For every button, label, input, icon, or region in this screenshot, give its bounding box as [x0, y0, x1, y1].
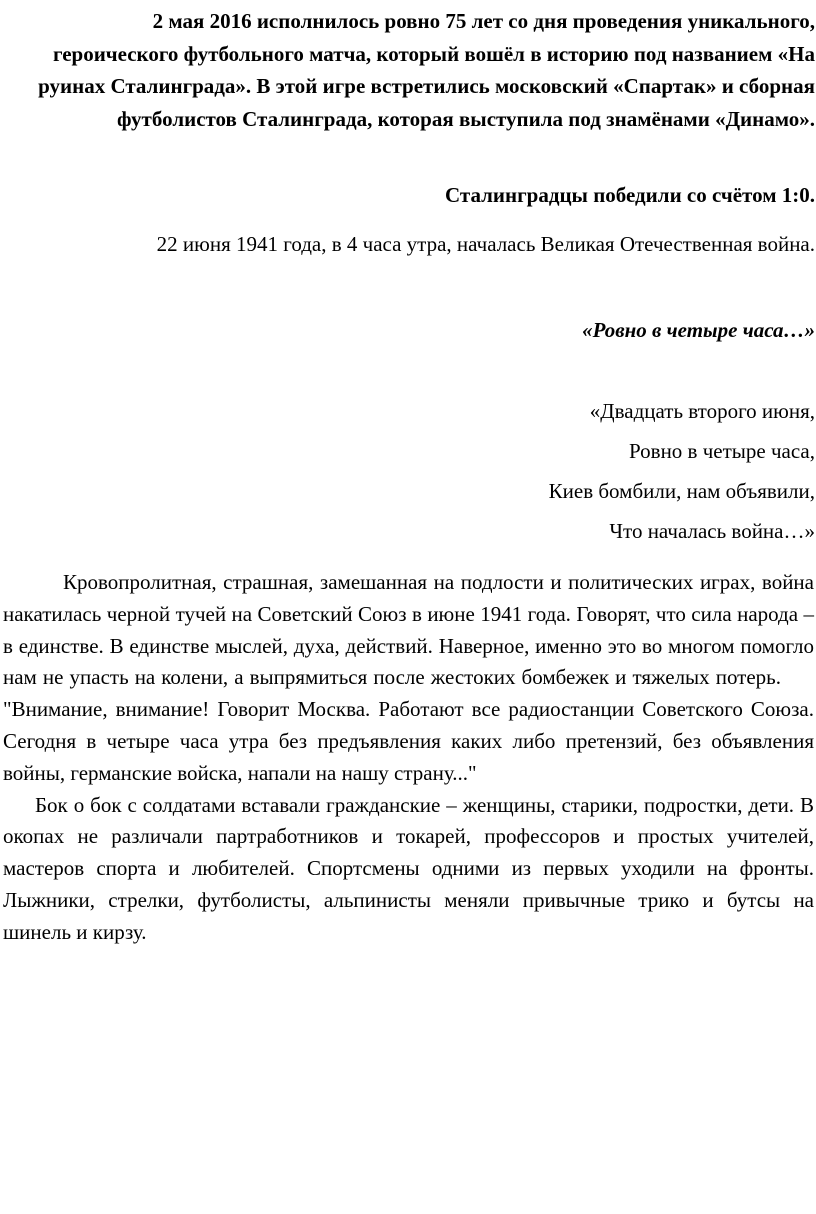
- poem-line: Что началась война…»: [609, 519, 815, 543]
- radio-announcement-text: "Внимание, внимание! Говорит Москва. Работают все радиостанции Советского Союза. Сегодня в четыре часа утра без предъявления каких либо претензий, без объявления войны, германские войска, напали на нашу страну...": [3, 697, 814, 785]
- poem-line: «Двадцать второго июня,: [589, 399, 815, 423]
- poem-line: Ровно в четыре часа,: [629, 439, 815, 463]
- body-paragraph-war: [3, 567, 814, 790]
- body-paragraph-civilians-text: Бок о бок с солдатами вставали гражданские – женщины, старики, подростки, дети. В окопах не различали партработников и токарей, профессоров и простых учителей, мастеров спорта и любителей. Спортсмены одними из первых уходили на фронты. Лыжники, стрелки, футболисты, альпинисты меняли привычные трико и бутсы на шинель и кирзу.: [3, 792, 814, 944]
- body-text: [3, 567, 814, 949]
- match-score-line: Сталинградцы победили со счётом 1:0.: [444, 183, 815, 207]
- body-paragraph-civilians: [3, 790, 814, 949]
- section-subtitle: «Ровно в четыре часа…»: [582, 318, 815, 342]
- poem-quote: [28, 397, 815, 557]
- poem-line: Киев бомбили, нам объявили,: [548, 479, 815, 503]
- war-start-line: 22 июня 1941 года, в 4 часа утра, началась Великая Отечественная война.: [156, 232, 815, 256]
- intro-paragraph: 2 мая 2016 исполнилось ровно 75 лет со дня проведения уникального, героического футбольного матча, который вошёл в историю под названием «На руинах Сталинграда». В этой игре встретились московский «Спартак» и сборная футболистов Сталинграда, которая выступила под знамёнами «Динамо».: [38, 9, 815, 131]
- body-paragraph-war-text: Кровопролитная, страшная, замешанная на подлости и политических играх, война накатилась черной тучей на Советский Союз в июне 1941 года. Говорят, что сила народа – в единстве. В единстве мыслей, духа, действий. Наверное, именно это во многом помогло нам не упасть на колени, а выпрямиться после жестоких бомбежек и тяжелых потерь.: [3, 570, 814, 690]
